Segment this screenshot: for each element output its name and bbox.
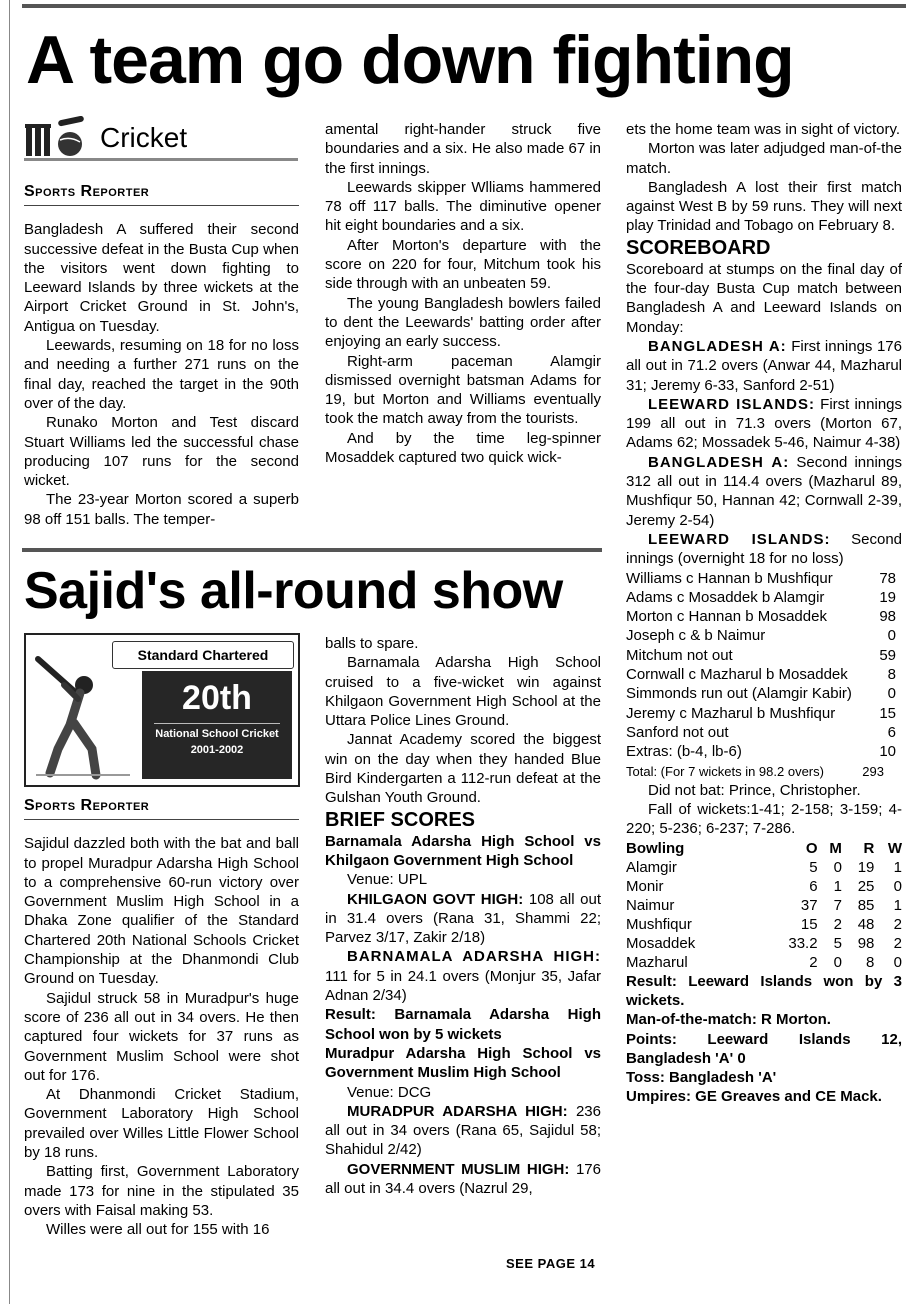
scoreboard-intro: Scoreboard at stumps on the final day of the four-day Busta Cup match between Bangladesh A and Leeward Islands on Monday:	[626, 260, 902, 336]
match-toss: Toss: Bangladesh 'A'	[626, 1069, 777, 1087]
match-umpires: Umpires: GE Greaves and CE Mack.	[626, 1088, 882, 1106]
bowling-header: M	[829, 839, 842, 857]
batsman-name: Adams c Mosaddek b Alamgir	[626, 588, 825, 606]
bowling-row	[626, 915, 902, 934]
batsman-runs: 0	[887, 627, 896, 645]
emblem-divider	[154, 723, 280, 724]
batting-row	[626, 723, 896, 742]
story1-paragraph: Runako Morton and Test discard Stuart Williams led the successful chase producing 107 runs for the second wicket.	[24, 414, 299, 490]
story2-paragraph: At Dhanmondi Cricket Stadium, Government Laboratory High School prevailed over Willes Little Flower School by 18 runs.	[24, 1086, 299, 1162]
innings-summary	[626, 337, 902, 395]
innings-label: BANGLADESH A:	[648, 453, 790, 471]
bowler-name: Mushfiqur	[626, 915, 692, 933]
match2-venue: Venue: DCG	[347, 1083, 432, 1101]
story2-paragraph: balls to spare.	[325, 635, 419, 652]
batting-row	[626, 569, 896, 588]
bowler-name: Alamgir	[626, 858, 677, 876]
innings-label: LEEWARD ISLANDS:	[648, 395, 815, 413]
bowler-name: Monir	[626, 877, 664, 895]
bowling-table	[626, 839, 902, 972]
bowler-runs: 8	[866, 953, 875, 971]
batting-row	[626, 588, 896, 607]
bowler-overs: 15	[800, 915, 818, 933]
batsman-name: Morton c Hannan b Mosaddek	[626, 608, 827, 626]
story1-paragraph: ets the home team was in sight of victory.	[626, 121, 901, 138]
batting-row	[626, 704, 896, 723]
scoreboard-heading: SCOREBOARD	[626, 236, 771, 259]
batting-row	[626, 684, 896, 703]
batting-row	[626, 607, 896, 626]
team-label: MURADPUR ADARSHA HIGH:	[347, 1102, 568, 1120]
story2-paragraph: Sajidul struck 58 in Muradpur's huge score of 236 all out in 34 overs. He then captured four wickets for 37 runs as Government Muslim School were shot out for 176.	[24, 989, 299, 1084]
team-score: 111 for 5 in 24.1 overs (Monjur 35, Jafar Adnan 2/34)	[325, 967, 601, 1005]
tournament-title: National School Cricket	[155, 728, 279, 740]
batsman-name: Simmonds run out (Alamgir Kabir)	[626, 685, 852, 703]
bowler-wickets: 2	[893, 915, 902, 933]
batting-total-row	[626, 762, 896, 781]
sponsor-badge: Standard Chartered	[112, 641, 294, 669]
story2-paragraph: Willes were all out for 155 with 16	[46, 1221, 270, 1239]
bowling-row	[626, 877, 902, 896]
bowler-maidens: 5	[833, 934, 842, 952]
match1-venue: Venue: UPL	[347, 871, 428, 889]
tournament-logo	[24, 633, 300, 787]
batsman-name: Jeremy c Mazharul b Mushfiqur	[626, 704, 836, 722]
bowler-wickets: 0	[893, 877, 902, 895]
bowler-overs: 5	[809, 858, 818, 876]
match2-team1	[325, 1102, 601, 1160]
bowler-name: Mosaddek	[626, 934, 696, 952]
bowling-row	[626, 953, 902, 972]
bowler-wickets: 2	[893, 934, 902, 952]
bowler-wickets: 0	[893, 953, 902, 971]
bowler-wickets: 1	[893, 858, 902, 876]
story1-paragraph: Bangladesh A lost their first match against West B by 59 runs. They will next play Trinidad and Tobago on February 8.	[626, 178, 902, 235]
innings-summary	[626, 395, 902, 453]
cricket-label-rule	[24, 158, 298, 161]
fall-of-wickets: Fall of wickets:1-41; 2-158; 3-159; 4-220; 5-236; 6-237; 7-286.	[626, 801, 902, 838]
innings-text: First innings 199 all out in 71.3 overs (Morton 67, Adams 62; Mossadek 5-46, Naimur 4-38)	[626, 395, 902, 452]
bowling-row	[626, 896, 902, 915]
batting-row	[626, 646, 896, 665]
story2-paragraph: Barnamala Adarsha High School cruised to a five-wicket win against Khilgaon Government High School at the Uttara Police Lines Ground.	[325, 654, 601, 730]
story2-paragraph: Sajidul dazzled both with the bat and ball to propel Muradpur Adarsha High School to a comprehensive 60-run victory over Government Muslim High School in a Dhaka Zone qualifier of the Standard Chartered 20th National Schools Cricket Championship at the Dhanmondi Club Ground on Tuesday.	[24, 835, 299, 988]
match1-team1	[325, 890, 601, 948]
story1-paragraph: Bangladesh A suffered their second successive defeat in the Busta Cup when the visitors went down fighting to Leeward Islands by three wickets at the Airport Cricket Ground in St. John's, Antigua on Tuesday.	[24, 221, 299, 335]
total-runs: 293	[862, 763, 884, 779]
team-label: BARNAMALA ADARSHA HIGH:	[347, 948, 601, 966]
bowler-runs: 25	[857, 877, 875, 895]
bowler-maidens: 1	[833, 877, 842, 895]
match-result: Result: Leeward Islands won by 3 wickets.	[626, 972, 902, 1009]
batting-row	[626, 626, 896, 645]
story1-paragraph: The young Bangladesh bowlers failed to dent the Leewards' batting order after enjoying an early success.	[325, 294, 601, 351]
cricket-section-icon	[24, 116, 96, 158]
bowling-header: Bowling	[626, 839, 685, 857]
story1-paragraph: And by the time leg-spinner Mosaddek captured two quick wick-	[325, 429, 601, 467]
innings-text: Second innings 312 all out in 114.4 overs (Mazharul 89, Mushfiqur 50, Hannan 42; Cornwall 2-39, Jeremy 2-54)	[626, 453, 902, 529]
batsman-name: Joseph c & b Naimur	[626, 627, 766, 645]
bowler-name: Mazharul	[626, 953, 688, 971]
story1-column-1	[24, 182, 299, 526]
team-score: 108 all out in 31.4 overs (Rana 31, Shammi 22; Parvez 3/17, Zakir 2/18)	[325, 890, 601, 947]
batsman-name: Mitchum not out	[626, 646, 733, 664]
innings-label: LEEWARD ISLANDS:	[648, 530, 831, 548]
story2-paragraph: Batting first, Government Laboratory made 173 for nine in the stipulated 35 overs with Faisal making 53.	[24, 1163, 299, 1219]
tournament-edition: 20th	[182, 679, 252, 717]
batsman-runs: 8	[887, 666, 896, 684]
bowler-maidens: 0	[833, 953, 842, 971]
team-label: GOVERNMENT MUSLIM HIGH:	[347, 1160, 570, 1178]
batsman-runs: 19	[879, 588, 896, 606]
story2-column-1	[24, 796, 299, 1296]
story1-paragraph: Morton was later adjudged man-of-the match.	[626, 140, 902, 177]
innings-summary	[626, 530, 902, 569]
bowler-overs: 2	[809, 953, 818, 971]
batsman-name: Sanford not out	[626, 723, 729, 741]
match1-team2	[325, 947, 601, 1005]
innings-label: BANGLADESH A:	[648, 337, 787, 355]
tournament-emblem	[142, 671, 292, 779]
batting-list	[626, 569, 902, 781]
batsman-runs: 59	[879, 646, 896, 664]
bowler-maidens: 7	[833, 896, 842, 914]
story2-column-2	[325, 634, 601, 1250]
match2-title: Muradpur Adarsha High School vs Government Muslim High School	[325, 1044, 601, 1082]
match1-result: Result: Barnamala Adarsha High School won by 5 wickets	[325, 1006, 601, 1043]
batsman-runs: 15	[879, 704, 896, 722]
see-page-link[interactable]: SEE PAGE 14	[506, 1256, 596, 1271]
bowler-maidens: 0	[833, 858, 842, 876]
did-not-bat: Did not bat: Prince, Christopher.	[648, 781, 861, 799]
batsman-runs: 0	[887, 685, 896, 703]
bowler-name: Naimur	[626, 896, 675, 914]
innings-text: First innings 176 all out in 71.2 overs (Anwar 44, Mazharul 31; Jeremy 6-33, Sanford 2-51)	[626, 337, 902, 394]
story1-headline: A team go down fighting	[26, 22, 794, 98]
story2-top-rule	[22, 548, 602, 552]
story1-column-2	[325, 120, 601, 526]
team-score: 176 all out in 34.4 overs (Nazrul 29,	[325, 1160, 601, 1198]
innings-text: Second innings (overnight 18 for no loss)	[626, 530, 902, 568]
story1-byline: Sports Reporter	[24, 182, 299, 206]
story1-paragraph: Leewards, resuming on 18 for no loss and needing a further 271 runs on the final day, reached the target in the 90th over of the day.	[24, 337, 299, 412]
brief-scores-heading: BRIEF SCORES	[325, 808, 476, 831]
top-rule	[22, 4, 906, 8]
story2-byline: Sports Reporter	[24, 796, 299, 820]
bowling-row	[626, 858, 902, 877]
bowler-overs: 6	[809, 877, 818, 895]
bowler-runs: 98	[857, 934, 875, 952]
bowling-header: W	[887, 839, 902, 857]
total-label: Total: (For 7 wickets in 98.2 overs)	[626, 763, 824, 779]
bowling-row	[626, 934, 902, 953]
bowler-runs: 85	[857, 896, 875, 914]
batting-row	[626, 665, 896, 684]
batsman-runs: 6	[887, 723, 896, 741]
bowler-maidens: 2	[833, 915, 842, 933]
batsman-name: Williams c Hannan b Mushfiqur	[626, 569, 833, 587]
team-score: 236 all out in 34 overs (Rana 65, Sajidul 58; Shahidul 2/42)	[325, 1102, 601, 1159]
batsman-name: Extras: (b-4, lb-6)	[626, 743, 742, 761]
bowler-overs: 33.2	[788, 934, 818, 952]
man-of-the-match: Man-of-the-match: R Morton.	[626, 1011, 831, 1029]
match1-title: Barnamala Adarsha High School vs Khilgaon Government High School	[325, 832, 601, 869]
match-points: Points: Leeward Islands 12, Bangladesh 'A' 0	[626, 1030, 902, 1067]
batsman-runs: 10	[879, 743, 896, 761]
left-margin-line	[9, 0, 10, 1304]
bowler-wickets: 1	[893, 896, 902, 914]
bowling-header: O	[805, 839, 818, 857]
bowler-overs: 37	[800, 896, 818, 914]
bowling-header: R	[863, 839, 875, 857]
match2-team2	[325, 1160, 601, 1199]
batsman-name: Cornwall c Mazharul b Mosaddek	[626, 666, 848, 684]
innings-summary	[626, 453, 902, 530]
team-label: KHILGAON GOVT HIGH:	[347, 890, 524, 908]
cricket-section-label: Cricket	[100, 122, 188, 153]
story2-headline: Sajid's all-round show	[24, 562, 563, 620]
bowler-runs: 19	[857, 858, 875, 876]
story1-column-3	[626, 120, 902, 1300]
story1-paragraph: After Morton's departure with the score on 220 for four, Mitchum took his side through with an unbeaten 59.	[325, 236, 601, 293]
bowling-header-row	[626, 839, 902, 858]
batsman-runs: 98	[879, 608, 896, 626]
story1-paragraph: Right-arm paceman Alamgir dismissed overnight batsman Adams for 19, but Morton and Williams eventually took the match away from the tourists.	[325, 352, 601, 428]
batting-row	[626, 742, 896, 761]
story1-paragraph: amental right-hander struck five boundaries and a six. He also made 67 in the first innings.	[325, 121, 601, 177]
story1-paragraph: Leewards skipper Wlliams hammered 78 off 117 balls. The diminutive opener hit eight boundaries and a six.	[325, 178, 601, 235]
story2-paragraph: Jannat Academy scored the biggest win on the day when they handed Blue Bird Kindergarten a 112-run defeat at the Gulshan Youth Ground.	[325, 731, 601, 807]
bowler-runs: 48	[857, 915, 875, 933]
batsman-runs: 78	[879, 569, 896, 587]
story1-paragraph: The 23-year Morton scored a superb 98 off 151 balls. The temper-	[24, 491, 299, 526]
tournament-years: 2001-2002	[190, 744, 244, 756]
